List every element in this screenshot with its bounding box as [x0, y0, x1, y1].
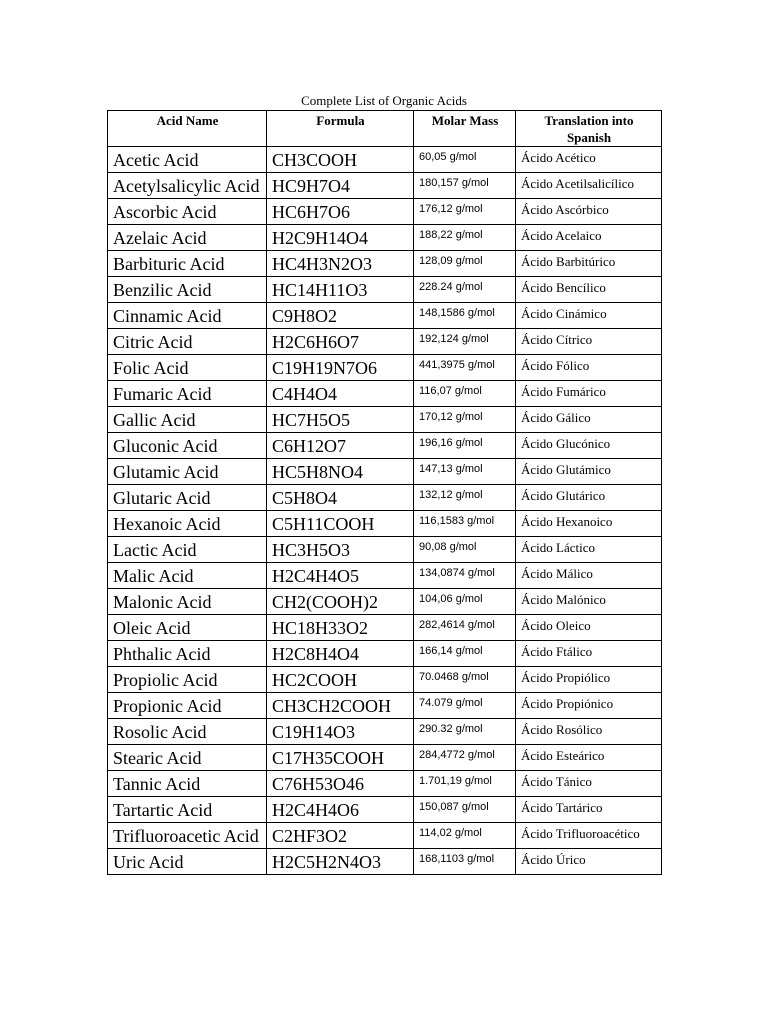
table-row	[108, 433, 662, 459]
table-row	[108, 173, 662, 199]
acid-name-cell: Propionic Acid	[108, 693, 267, 719]
translation-cell: Ácido Tánico	[516, 771, 662, 797]
table-row	[108, 381, 662, 407]
translation-cell: Ácido Úrico	[516, 849, 662, 875]
acid-name-cell: Malonic Acid	[108, 589, 267, 615]
header-acid-name: Acid Name	[108, 111, 267, 147]
acid-name-cell: Phthalic Acid	[108, 641, 267, 667]
molar-mass-cell: 148,1586 g/mol	[414, 303, 516, 329]
translation-cell: Ácido Láctico	[516, 537, 662, 563]
translation-cell: Ácido Fólico	[516, 355, 662, 381]
table-row	[108, 277, 662, 303]
table-row	[108, 563, 662, 589]
translation-cell: Ácido Trifluoroacético	[516, 823, 662, 849]
formula-cell: HC5H8NO4	[267, 459, 414, 485]
molar-mass-cell: 282,4614 g/mol	[414, 615, 516, 641]
organic-acids-table	[107, 110, 662, 875]
translation-cell: Ácido Glutámico	[516, 459, 662, 485]
formula-cell: HC14H11O3	[267, 277, 414, 303]
table-title: Complete List of Organic Acids	[301, 93, 467, 108]
acid-name-cell: Glutaric Acid	[108, 485, 267, 511]
formula-cell: C19H19N7O6	[267, 355, 414, 381]
molar-mass-cell: 128,09 g/mol	[414, 251, 516, 277]
molar-mass-cell: 90,08 g/mol	[414, 537, 516, 563]
table-row	[108, 147, 662, 173]
molar-mass-cell: 134,0874 g/mol	[414, 563, 516, 589]
molar-mass-cell: 228.24 g/mol	[414, 277, 516, 303]
acid-name-cell: Gluconic Acid	[108, 433, 267, 459]
molar-mass-cell: 116,07 g/mol	[414, 381, 516, 407]
acid-name-cell: Cinnamic Acid	[108, 303, 267, 329]
table-row	[108, 797, 662, 823]
molar-mass-cell: 132,12 g/mol	[414, 485, 516, 511]
formula-cell: HC4H3N2O3	[267, 251, 414, 277]
molar-mass-cell: 170,12 g/mol	[414, 407, 516, 433]
table-row	[108, 303, 662, 329]
acid-name-cell: Oleic Acid	[108, 615, 267, 641]
translation-cell: Ácido Acetilsalicílico	[516, 173, 662, 199]
formula-cell: C17H35COOH	[267, 745, 414, 771]
formula-cell: HC9H7O4	[267, 173, 414, 199]
formula-cell: HC18H33O2	[267, 615, 414, 641]
table-row	[108, 589, 662, 615]
formula-cell: CH3CH2COOH	[267, 693, 414, 719]
translation-cell: Ácido Rosólico	[516, 719, 662, 745]
formula-cell: C19H14O3	[267, 719, 414, 745]
acid-name-cell: Rosolic Acid	[108, 719, 267, 745]
acid-name-cell: Glutamic Acid	[108, 459, 267, 485]
translation-cell: Ácido Cítrico	[516, 329, 662, 355]
translation-cell: Ácido Barbitúrico	[516, 251, 662, 277]
table-row	[108, 823, 662, 849]
acid-name-cell: Propiolic Acid	[108, 667, 267, 693]
table-row	[108, 199, 662, 225]
formula-cell: C2HF3O2	[267, 823, 414, 849]
molar-mass-cell: 188,22 g/mol	[414, 225, 516, 251]
table-row	[108, 407, 662, 433]
table-row	[108, 511, 662, 537]
acid-name-cell: Malic Acid	[108, 563, 267, 589]
formula-cell: C5H11COOH	[267, 511, 414, 537]
translation-cell: Ácido Propiónico	[516, 693, 662, 719]
translation-cell: Ácido Tartárico	[516, 797, 662, 823]
acid-name-cell: Ascorbic Acid	[108, 199, 267, 225]
molar-mass-cell: 60,05 g/mol	[414, 147, 516, 173]
molar-mass-cell: 196,16 g/mol	[414, 433, 516, 459]
acid-name-cell: Stearic Acid	[108, 745, 267, 771]
translation-cell: Ácido Esteárico	[516, 745, 662, 771]
formula-cell: H2C9H14O4	[267, 225, 414, 251]
formula-cell: HC2COOH	[267, 667, 414, 693]
molar-mass-cell: 180,157 g/mol	[414, 173, 516, 199]
table-body	[108, 147, 662, 875]
table-row	[108, 849, 662, 875]
translation-cell: Ácido Hexanoico	[516, 511, 662, 537]
formula-cell: H2C5H2N4O3	[267, 849, 414, 875]
acid-name-cell: Tartartic Acid	[108, 797, 267, 823]
header-translation: Translation into Spanish	[516, 111, 662, 147]
table-row	[108, 485, 662, 511]
acid-name-cell: Lactic Acid	[108, 537, 267, 563]
formula-cell: H2C8H4O4	[267, 641, 414, 667]
translation-cell: Ácido Ascórbico	[516, 199, 662, 225]
translation-cell: Ácido Oleico	[516, 615, 662, 641]
acid-name-cell: Barbituric Acid	[108, 251, 267, 277]
translation-cell: Ácido Málico	[516, 563, 662, 589]
translation-cell: Ácido Glutárico	[516, 485, 662, 511]
formula-cell: HC6H7O6	[267, 199, 414, 225]
formula-cell: H2C4H4O5	[267, 563, 414, 589]
acid-name-cell: Gallic Acid	[108, 407, 267, 433]
table-row	[108, 771, 662, 797]
acid-name-cell: Tannic Acid	[108, 771, 267, 797]
formula-cell: HC3H5O3	[267, 537, 414, 563]
formula-cell: H2C4H4O6	[267, 797, 414, 823]
molar-mass-cell: 176,12 g/mol	[414, 199, 516, 225]
molar-mass-cell: 166,14 g/mol	[414, 641, 516, 667]
header-molar-mass: Molar Mass	[414, 111, 516, 147]
molar-mass-cell: 441,3975 g/mol	[414, 355, 516, 381]
translation-cell: Ácido Acético	[516, 147, 662, 173]
molar-mass-cell: 192,124 g/mol	[414, 329, 516, 355]
formula-cell: CH2(COOH)2	[267, 589, 414, 615]
acid-name-cell: Acetic Acid	[108, 147, 267, 173]
table-row	[108, 719, 662, 745]
molar-mass-cell: 104,06 g/mol	[414, 589, 516, 615]
table-row	[108, 745, 662, 771]
translation-cell: Ácido Acelaico	[516, 225, 662, 251]
translation-cell: Ácido Glucónico	[516, 433, 662, 459]
acid-name-cell: Folic Acid	[108, 355, 267, 381]
molar-mass-cell: 114,02 g/mol	[414, 823, 516, 849]
formula-cell: HC7H5O5	[267, 407, 414, 433]
formula-cell: H2C6H6O7	[267, 329, 414, 355]
formula-cell: C5H8O4	[267, 485, 414, 511]
translation-cell: Ácido Gálico	[516, 407, 662, 433]
molar-mass-cell: 1.701,19 g/mol	[414, 771, 516, 797]
table-row	[108, 329, 662, 355]
translation-cell: Ácido Ftálico	[516, 641, 662, 667]
acid-name-cell: Hexanoic Acid	[108, 511, 267, 537]
translation-cell: Ácido Fumárico	[516, 381, 662, 407]
table-row	[108, 667, 662, 693]
formula-cell: C4H4O4	[267, 381, 414, 407]
molar-mass-cell: 147,13 g/mol	[414, 459, 516, 485]
acid-name-cell: Trifluoroacetic Acid	[108, 823, 267, 849]
header-formula: Formula	[267, 111, 414, 147]
table-row	[108, 615, 662, 641]
translation-cell: Ácido Malónico	[516, 589, 662, 615]
molar-mass-cell: 116,1583 g/mol	[414, 511, 516, 537]
table-row	[108, 693, 662, 719]
molar-mass-cell: 290.32 g/mol	[414, 719, 516, 745]
acid-name-cell: Acetylsalicylic Acid	[108, 173, 267, 199]
table-row	[108, 641, 662, 667]
molar-mass-cell: 70.0468 g/mol	[414, 667, 516, 693]
formula-cell: C76H53O46	[267, 771, 414, 797]
acid-name-cell: Azelaic Acid	[108, 225, 267, 251]
acid-name-cell: Citric Acid	[108, 329, 267, 355]
acid-name-cell: Fumaric Acid	[108, 381, 267, 407]
formula-cell: CH3COOH	[267, 147, 414, 173]
molar-mass-cell: 150,087 g/mol	[414, 797, 516, 823]
translation-cell: Ácido Bencílico	[516, 277, 662, 303]
table-row	[108, 355, 662, 381]
formula-cell: C6H12O7	[267, 433, 414, 459]
translation-cell: Ácido Cinámico	[516, 303, 662, 329]
translation-cell: Ácido Propiólico	[516, 667, 662, 693]
header-row	[108, 111, 662, 147]
molar-mass-cell: 168,1103 g/mol	[414, 849, 516, 875]
table-row	[108, 251, 662, 277]
table-row	[108, 537, 662, 563]
table-row	[108, 459, 662, 485]
molar-mass-cell: 284,4772 g/mol	[414, 745, 516, 771]
acid-name-cell: Benzilic Acid	[108, 277, 267, 303]
table-row	[108, 225, 662, 251]
acid-name-cell: Uric Acid	[108, 849, 267, 875]
formula-cell: C9H8O2	[267, 303, 414, 329]
molar-mass-cell: 74.079 g/mol	[414, 693, 516, 719]
